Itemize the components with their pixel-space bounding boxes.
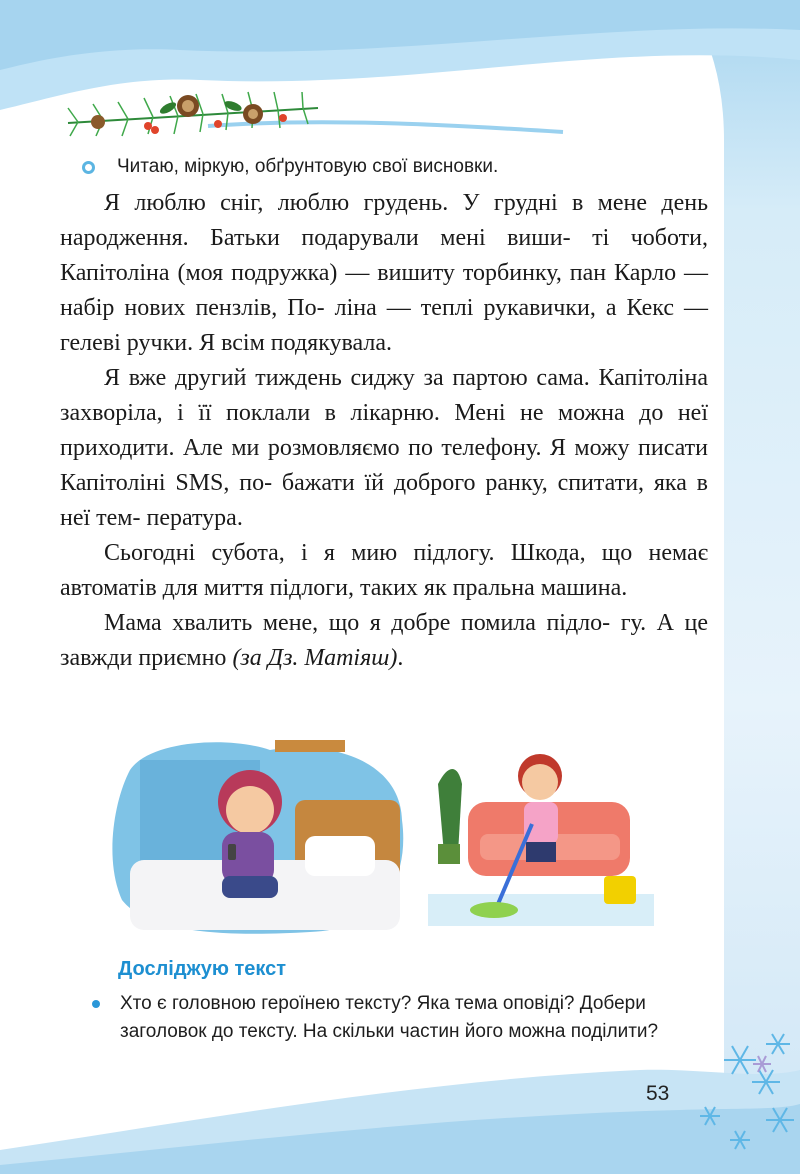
question-text: Хто є головною героїнею тексту? Яка тема оповіді? Добери заголовок до тексту. На скільки частин його можна поділити? [120, 993, 659, 1042]
story-line: бажати їй доброго ранку, спитати, яка в неї тем- [60, 470, 709, 531]
pine-garland-decoration [58, 78, 568, 148]
story-line: гу. А це завжди приємно [60, 610, 709, 671]
story-line: Я вже другий тиждень сиджу за партою сама. [104, 365, 590, 391]
story-line: пература. [146, 505, 243, 531]
story-line: Я люблю сніг, люблю грудень. У грудні в мене [104, 190, 647, 216]
story-paragraph-2 [60, 361, 708, 536]
story-paragraph-4 [60, 606, 708, 676]
story-line: по телефону. Я можу писати Капітоліні SMS, по- [60, 435, 709, 496]
question-block [90, 990, 730, 1046]
story-text [60, 186, 708, 676]
story-line: торбинку, пан Карло — набір нових пензлів, По- [60, 260, 708, 321]
story-line: Я всім подякувала. [199, 330, 393, 356]
story-line: ліна — теплі рукавички, а Кекс — гелеві ручки. [60, 295, 709, 356]
story-paragraph-3 [60, 536, 708, 606]
story-paragraph-1 [60, 186, 708, 361]
dot-bullet-icon [92, 1000, 100, 1008]
snowflakes-decoration [680, 1020, 800, 1160]
task-instruction-text: Читаю, міркую, обґрунтовую свої висновки. [117, 156, 499, 177]
story-line: пральна машина. [452, 575, 628, 601]
story-line: немає автоматів для миття підлоги, таких як [60, 540, 708, 601]
task-instruction [82, 156, 702, 178]
story-line: день народження. Батьки подарували мені виши- [60, 190, 709, 251]
ring-bullet-icon [82, 161, 95, 174]
story-line: ті чоботи, Капітоліна (моя подружка) — вишиту [60, 225, 709, 286]
story-line-end: . [397, 645, 404, 671]
story-line: Мама хвалить мене, що я добре помила підло- [104, 610, 611, 636]
story-line: Сьогодні субота, і я мию підлогу. Шкода, що [104, 540, 633, 566]
story-line: Капітоліна захворіла, і її поклали в лікарню. Мені [60, 365, 708, 426]
girl-mopping-illustration [428, 744, 654, 926]
story-line: не можна до неї приходити. Але ми розмовляємо [60, 400, 708, 461]
page-number: 53 [646, 1082, 670, 1105]
section-heading: Досліджую текст [118, 958, 287, 980]
girl-on-bed-illustration [110, 740, 410, 936]
author-attribution: (за Дз. Матіяш) [232, 645, 398, 671]
